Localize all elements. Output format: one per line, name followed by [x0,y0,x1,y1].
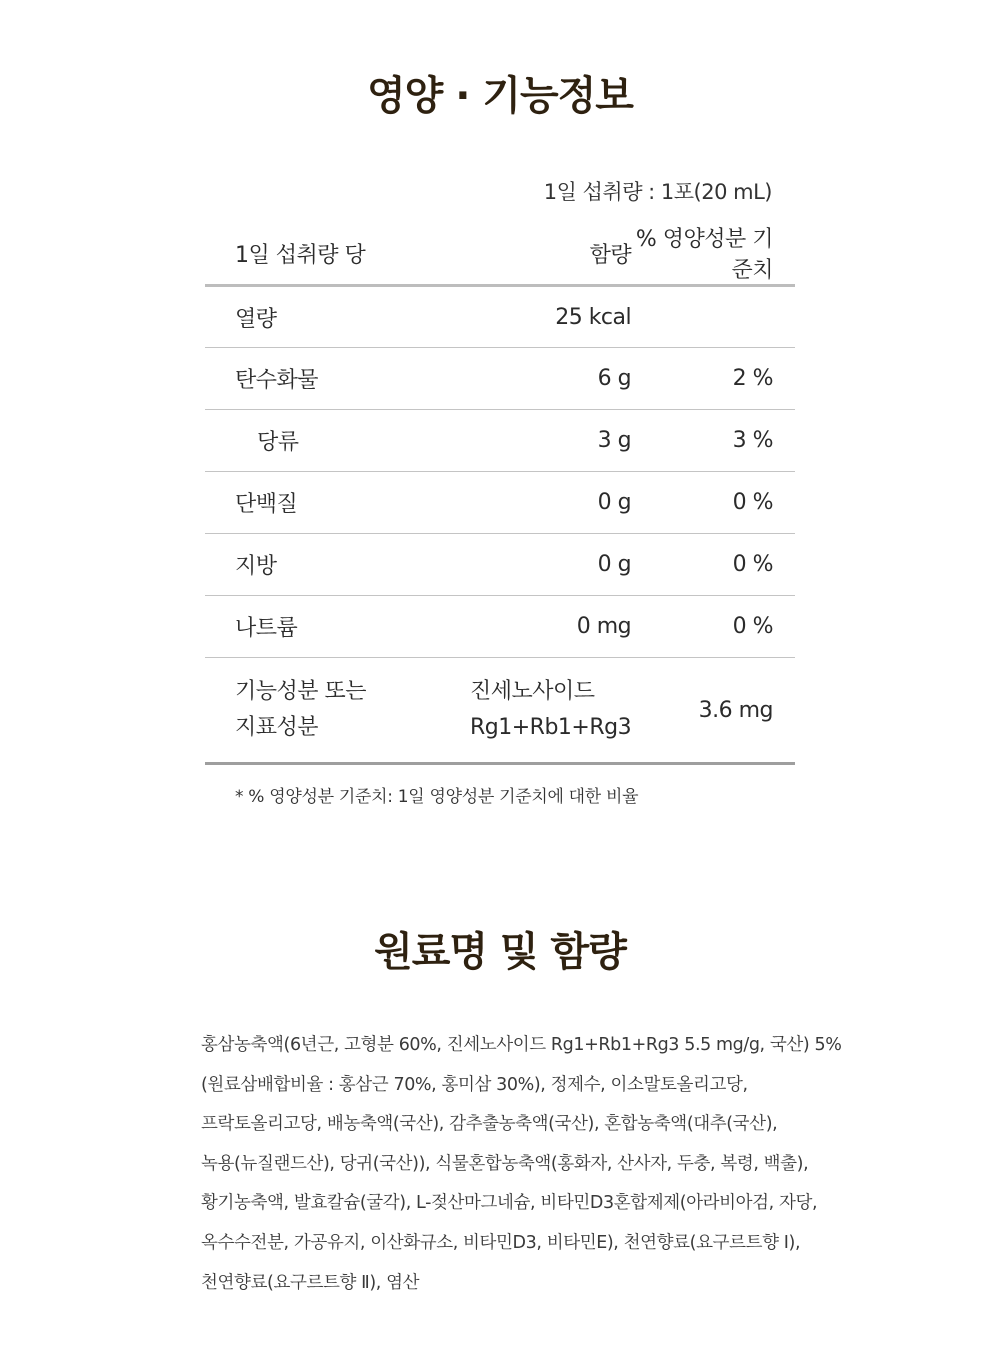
nutrient-daily-value: 0 % [631,472,795,534]
functional-label-line2: 지표성분 [235,715,319,740]
nutrient-name: 나트륨 [205,596,470,658]
functional-label [205,658,470,764]
ingredients-list [201,1026,842,1303]
ingredients-line: 녹용(뉴질랜드산), 당귀(국산)), 식물혼합농축액(홍화자, 산사자, 두충, 복령, 백출), [201,1153,809,1174]
header-per-serving: 1일 섭취량 당 [205,222,470,286]
nutrient-name: 탄수화물 [205,348,470,410]
nutrient-amount: 0 g [470,472,631,534]
nutrient-name: 열량 [205,286,470,348]
ingredients-line: (원료삼배합비율 : 홍삼근 70%, 홍미삼 30%), 정제수, 이소말토올리고당, [201,1074,748,1095]
nutrient-daily-value: 3 % [631,410,795,472]
nutrient-daily-value: 0 % [631,596,795,658]
nutrient-amount: 6 g [470,348,631,410]
functional-component [470,658,631,764]
header-daily-value: % 영양성분 기준치 [631,222,795,286]
table-row [205,596,795,658]
header-amount: 함량 [470,222,631,286]
nutrient-name: 지방 [205,534,470,596]
table-row [205,534,795,596]
nutrient-daily-value [631,286,795,348]
ingredients-line: 황기농축액, 발효칼슘(굴각), L-젖산마그네슘, 비타민D3혼합제제(아라비아검, 자당, [201,1193,818,1214]
functional-component-line1: 진세노사이드 [470,679,595,704]
footnote: * % 영양성분 기준치: 1일 영양성분 기준치에 대한 비율 [235,787,639,807]
ingredients-title: 원료명 및 함량 [374,929,626,975]
ingredients-line: 홍삼농축액(6년근, 고형분 60%, 진세노사이드 Rg1+Rb1+Rg3 5.5 mg/g, 국산) 5% [201,1035,842,1055]
nutrient-daily-value: 2 % [631,348,795,410]
functional-amount: 3.6 mg [631,658,795,764]
functional-component-line2: Rg1+Rb1+Rg3 [470,715,632,740]
nutrient-amount: 0 mg [470,596,631,658]
nutrient-daily-value: 0 % [631,534,795,596]
nutrient-amount: 3 g [470,410,631,472]
table-row [205,472,795,534]
table-header-row [205,222,795,286]
nutrient-name: 당류 [205,410,470,472]
table-row [205,410,795,472]
functional-component-row [205,658,795,764]
serving-size: 1일 섭취량 : 1포(20 mL) [543,180,772,204]
nutrient-amount: 0 g [470,534,631,596]
nutrient-amount: 25 kcal [470,286,631,348]
nutrition-table [205,222,795,765]
ingredients-line: 옥수수전분, 가공유지, 이산화규소, 비타민D3, 비타민E), 천연향료(요구르트향 Ⅰ), [201,1232,801,1253]
functional-label-line1: 기능성분 또는 [235,679,367,704]
ingredients-line: 천연향료(요구르트향 Ⅱ), 염산 [201,1272,420,1293]
table-row [205,286,795,348]
table-row [205,348,795,410]
nutrition-title: 영양 · 기능정보 [367,73,633,119]
nutrient-name: 단백질 [205,472,470,534]
ingredients-line: 프락토올리고당, 배농축액(국산), 감추출농축액(국산), 혼합농축액(대추(국산), [201,1114,778,1135]
